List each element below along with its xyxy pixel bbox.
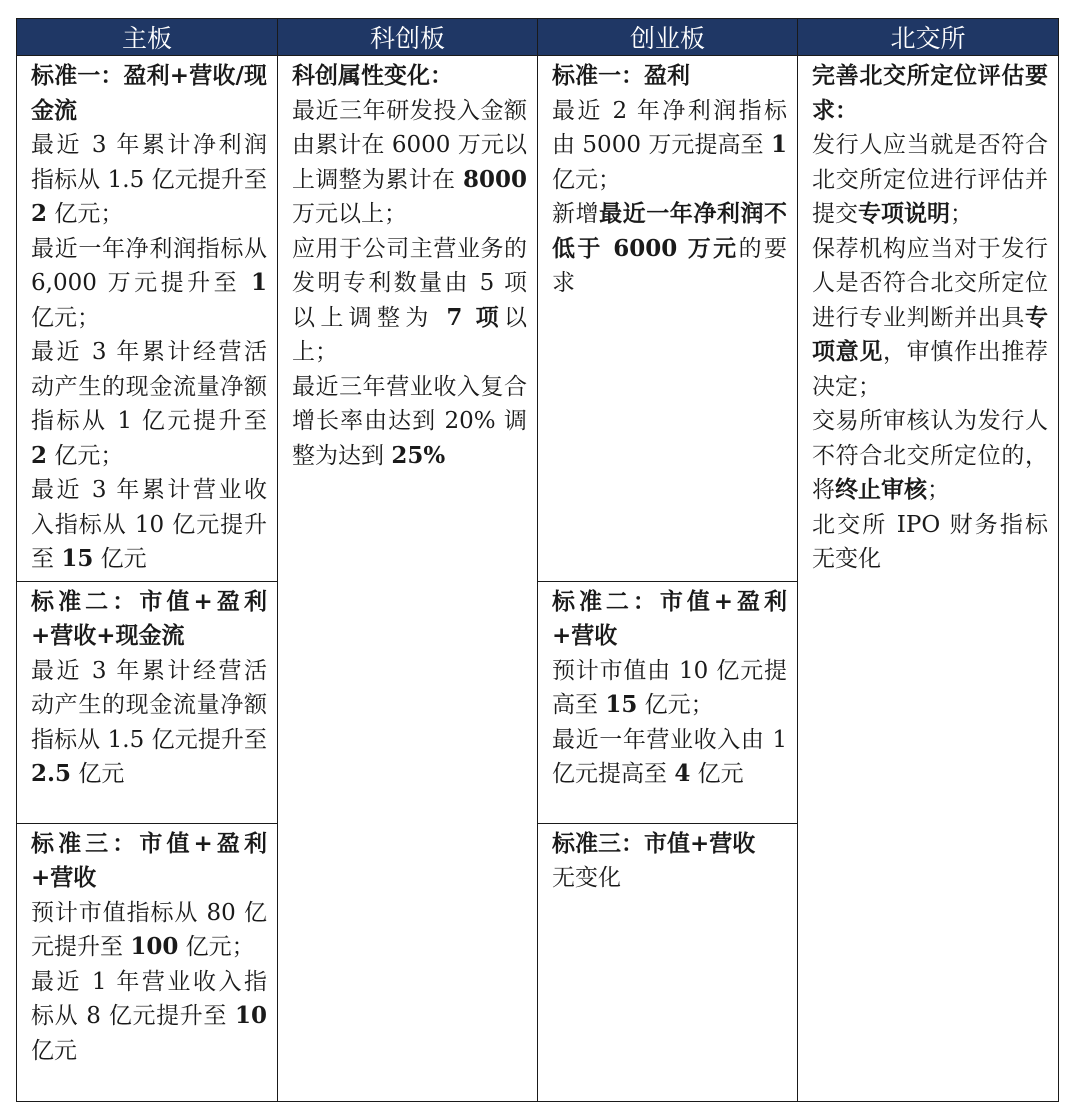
main-board-s3-p1: 预计市值指标从 80 亿元提升至 100 亿元； bbox=[31, 899, 267, 960]
star-market-p2: 应用于公司主营业务的发明专利数量由 5 项以上调整为 7 项以上； bbox=[292, 235, 528, 365]
chinext-s2-p2: 最近一年营业收入由 1 亿元提高至 4 亿元 bbox=[552, 726, 787, 787]
main-board-s1-p1: 最近 3 年累计净利润指标从 1.5 亿元提升至 2 亿元； bbox=[31, 132, 267, 227]
bse-cell bbox=[798, 56, 1059, 1102]
main-board-s1-p4: 最近 3 年累计营业收入指标从 10 亿元提升至 15 亿元 bbox=[31, 477, 267, 572]
star-market-p3: 最近三年营业收入复合增长率由达到 20% 调整为达到 25% bbox=[292, 373, 527, 469]
main-board-s3-title: 标准三：市值+盈利+营收 bbox=[31, 830, 267, 891]
listing-standards-comparison-table bbox=[16, 18, 1059, 1102]
bse-p1: 发行人应当就是否符合北交所定位进行评估并提交专项说明； bbox=[812, 132, 1048, 227]
main-board-standard-1-cell bbox=[17, 56, 278, 582]
bse-p2: 保荐机构应当对于发行人是否符合北交所定位进行专业判断并出具专项意见，审慎作出推荐决定； bbox=[812, 235, 1049, 400]
table-row bbox=[17, 56, 1059, 582]
header-chinext: 创业板 bbox=[538, 19, 798, 56]
main-board-s1-p2: 最近一年净利润指标从 6,000 万元提升至 1 亿元； bbox=[31, 235, 267, 331]
star-market-cell bbox=[278, 56, 538, 1102]
header-star-market: 科创板 bbox=[278, 19, 538, 56]
chinext-standard-1-cell bbox=[538, 56, 798, 582]
star-market-title: 科创属性变化： bbox=[292, 63, 453, 89]
header-main-board: 主板 bbox=[17, 19, 278, 56]
main-board-s1-title: 标准一：盈利+营收/现金流 bbox=[31, 63, 267, 124]
main-board-s2-title: 标准二：市值+盈利+营收+现金流 bbox=[31, 588, 267, 649]
chinext-s3-title: 标准三：市值+营收 bbox=[552, 830, 756, 857]
header-bse: 北交所 bbox=[798, 19, 1059, 56]
chinext-s1-p2: 新增最近一年净利润不低于 6000 万元的要求 bbox=[552, 200, 788, 296]
chinext-s2-title: 标准二：市值+盈利+营收 bbox=[552, 588, 787, 649]
chinext-s1-title: 标准一：盈利 bbox=[552, 63, 690, 89]
main-board-standard-2-cell bbox=[17, 581, 278, 823]
chinext-s3-p1: 无变化 bbox=[552, 865, 621, 891]
chinext-s1-p1: 最近 2 年净利润指标由 5000 万元提高至 1 亿元； bbox=[552, 97, 787, 193]
main-board-s3-p2: 最近 1 年营业收入指标从 8 亿元提升至 10 亿元 bbox=[31, 968, 267, 1064]
main-board-s1-p3: 最近 3 年累计经营活动产生的现金流量净额指标从 1 亿元提升至 2 亿元； bbox=[31, 339, 267, 469]
header-row bbox=[17, 19, 1059, 56]
chinext-standard-2-cell bbox=[538, 581, 798, 823]
main-board-standard-3-cell bbox=[17, 823, 278, 1101]
bse-title: 完善北交所定位评估要求： bbox=[812, 63, 1048, 124]
comparison-table-container bbox=[16, 18, 1058, 1086]
chinext-standard-3-cell bbox=[538, 823, 798, 1101]
chinext-s2-p1: 预计市值由 10 亿元提高至 15 亿元； bbox=[552, 657, 787, 718]
main-board-s2-p1: 最近 3 年累计经营活动产生的现金流量净额指标从 1.5 亿元提升至 2.5 亿元 bbox=[31, 657, 267, 787]
bse-p3: 交易所审核认为发行人不符合北交所定位的，将终止审核； bbox=[812, 408, 1048, 503]
star-market-p1: 最近三年研发投入金额由累计在 6000 万元以上调整为累计在 8000 万元以上； bbox=[292, 97, 527, 227]
bse-p4: 北交所 IPO 财务指标无变化 bbox=[812, 511, 1048, 572]
